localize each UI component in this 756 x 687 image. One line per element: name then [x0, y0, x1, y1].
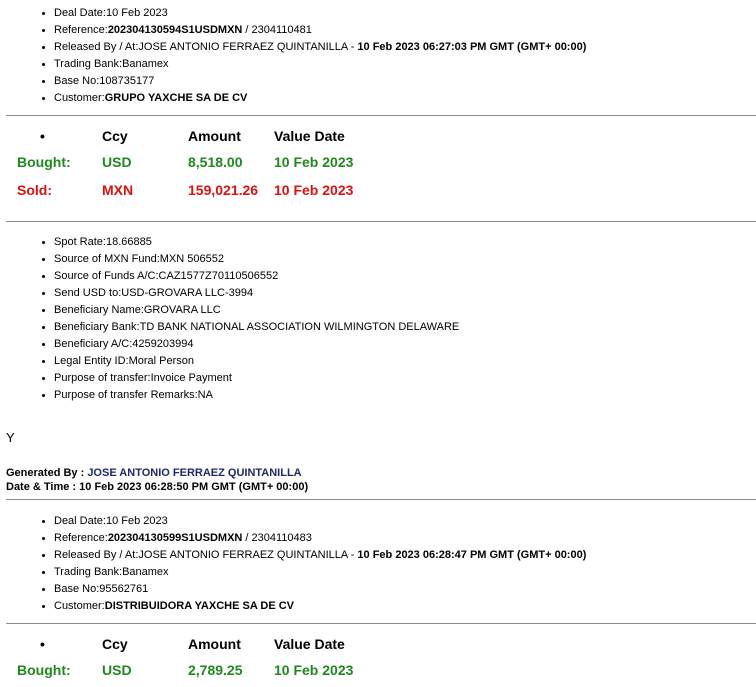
bought-ccy: USD — [102, 662, 132, 678]
deal-date-label: Deal Date: — [54, 7, 106, 19]
bought-value-date: 10 Feb 2023 — [274, 662, 354, 678]
released-name: JOSE ANTONIO FERRAEZ QUINTANILLA — [138, 41, 348, 53]
deal-date-value: 10 Feb 2023 — [105, 7, 168, 19]
detail-item: • Purpose of transfer Remarks:NA — [54, 387, 459, 404]
customer-item — [54, 90, 586, 107]
details-list — [54, 234, 459, 404]
base-no-value: 108735177 — [99, 75, 155, 87]
amount-header: Amount — [188, 636, 241, 652]
released-label: Released By / At: — [54, 549, 139, 561]
generated-by-label: Generated By : — [6, 467, 88, 479]
reference-item — [54, 22, 586, 39]
divider — [6, 115, 756, 116]
value-date-header: Value Date — [274, 128, 345, 144]
released-separator: - — [347, 41, 358, 53]
divider — [6, 221, 756, 222]
generated-datetime-line — [6, 480, 308, 494]
reference-item — [54, 530, 586, 547]
base-no-item — [54, 73, 586, 90]
released-time: 10 Feb 2023 06:28:47 PM GMT (GMT+ 00:00) — [357, 549, 587, 561]
customer-label: Customer: — [54, 600, 105, 612]
released-label: Released By / At: — [54, 41, 139, 53]
reference-suffix: / 2304110481 — [242, 24, 312, 36]
ccy-header: Ccy — [102, 636, 128, 652]
deal-date-item — [54, 513, 586, 530]
value-date-header: Value Date — [274, 636, 345, 652]
released-item — [54, 39, 586, 56]
detail-item: • Beneficiary Bank:TD BANK NATIONAL ASSOCIATION WILMINGTON DELAWARE — [54, 319, 459, 336]
deal-info-list-1 — [54, 5, 586, 107]
released-name: JOSE ANTONIO FERRAEZ QUINTANILLA — [138, 549, 348, 561]
bullet-icon: • — [40, 128, 45, 144]
customer-item — [54, 598, 586, 615]
detail-item: • Beneficiary Name:GROVARA LLC — [54, 302, 459, 319]
reference-value: 202304130594S1USDMXN — [107, 24, 243, 36]
reference-label: Reference: — [54, 532, 108, 544]
trading-bank-value: Banamex — [122, 58, 169, 70]
reference-suffix: / 2304110483 — [242, 532, 312, 544]
detail-item: • Legal Entity ID:Moral Person — [54, 353, 459, 370]
deal-date-label: Deal Date: — [54, 515, 106, 527]
deal-date-value: 10 Feb 2023 — [105, 515, 168, 527]
released-item — [54, 547, 586, 564]
trading-bank-label: Trading Bank: — [54, 58, 123, 70]
amount-header: Amount — [188, 128, 241, 144]
y-letter: Y — [6, 430, 15, 445]
bought-label: Bought: — [17, 154, 71, 170]
bought-amount: 2,789.25 — [188, 662, 243, 678]
detail-item: • Send USD to:USD-GROVARA LLC-3994 — [54, 285, 459, 302]
bought-amount: 8,518.00 — [188, 154, 243, 170]
divider — [6, 623, 756, 624]
deal-date-item — [54, 5, 586, 22]
generated-datetime-label: Date & Time : — [6, 481, 80, 493]
divider — [6, 499, 756, 500]
sold-ccy: MXN — [102, 182, 134, 198]
released-time: 10 Feb 2023 06:27:03 PM GMT (GMT+ 00:00) — [357, 41, 587, 53]
reference-label: Reference: — [54, 24, 108, 36]
reference-value: 202304130599S1USDMXN — [107, 532, 243, 544]
deal-info-list-2 — [54, 513, 586, 615]
base-no-label: Base No: — [54, 583, 100, 595]
base-no-item — [54, 581, 586, 598]
sold-label: Sold: — [17, 182, 52, 198]
base-no-label: Base No: — [54, 75, 100, 87]
customer-value: DISTRIBUIDORA YAXCHE SA DE CV — [104, 600, 295, 612]
ccy-header: Ccy — [102, 128, 128, 144]
customer-value: GRUPO YAXCHE SA DE CV — [104, 92, 248, 104]
generated-datetime-value: 10 Feb 2023 06:28:50 PM GMT (GMT+ 00:00) — [79, 481, 309, 493]
bought-value-date: 10 Feb 2023 — [274, 154, 354, 170]
released-separator: - — [347, 549, 358, 561]
generated-by-name: JOSE ANTONIO FERRAEZ QUINTANILLA — [87, 467, 302, 479]
bought-ccy: USD — [102, 154, 132, 170]
bullet-icon: • — [40, 636, 45, 652]
generated-by-line — [6, 466, 302, 480]
base-no-value: 95562761 — [99, 583, 149, 595]
detail-item: • Beneficiary A/C:4259203994 — [54, 336, 459, 353]
detail-item: • Source of Funds A/C:CAZ1577Z70110506552 — [54, 268, 459, 285]
trading-bank-value: Banamex — [122, 566, 169, 578]
trading-bank-label: Trading Bank: — [54, 566, 123, 578]
detail-item: • Purpose of transfer:Invoice Payment — [54, 370, 459, 387]
sold-value-date: 10 Feb 2023 — [274, 182, 354, 198]
trading-bank-item — [54, 564, 586, 581]
sold-amount: 159,021.26 — [188, 182, 259, 198]
detail-item: • Source of MXN Fund:MXN 506552 — [54, 251, 459, 268]
detail-item: • Spot Rate:18.66885 — [54, 234, 459, 251]
customer-label: Customer: — [54, 92, 105, 104]
trading-bank-item — [54, 56, 586, 73]
bought-label: Bought: — [17, 662, 71, 678]
